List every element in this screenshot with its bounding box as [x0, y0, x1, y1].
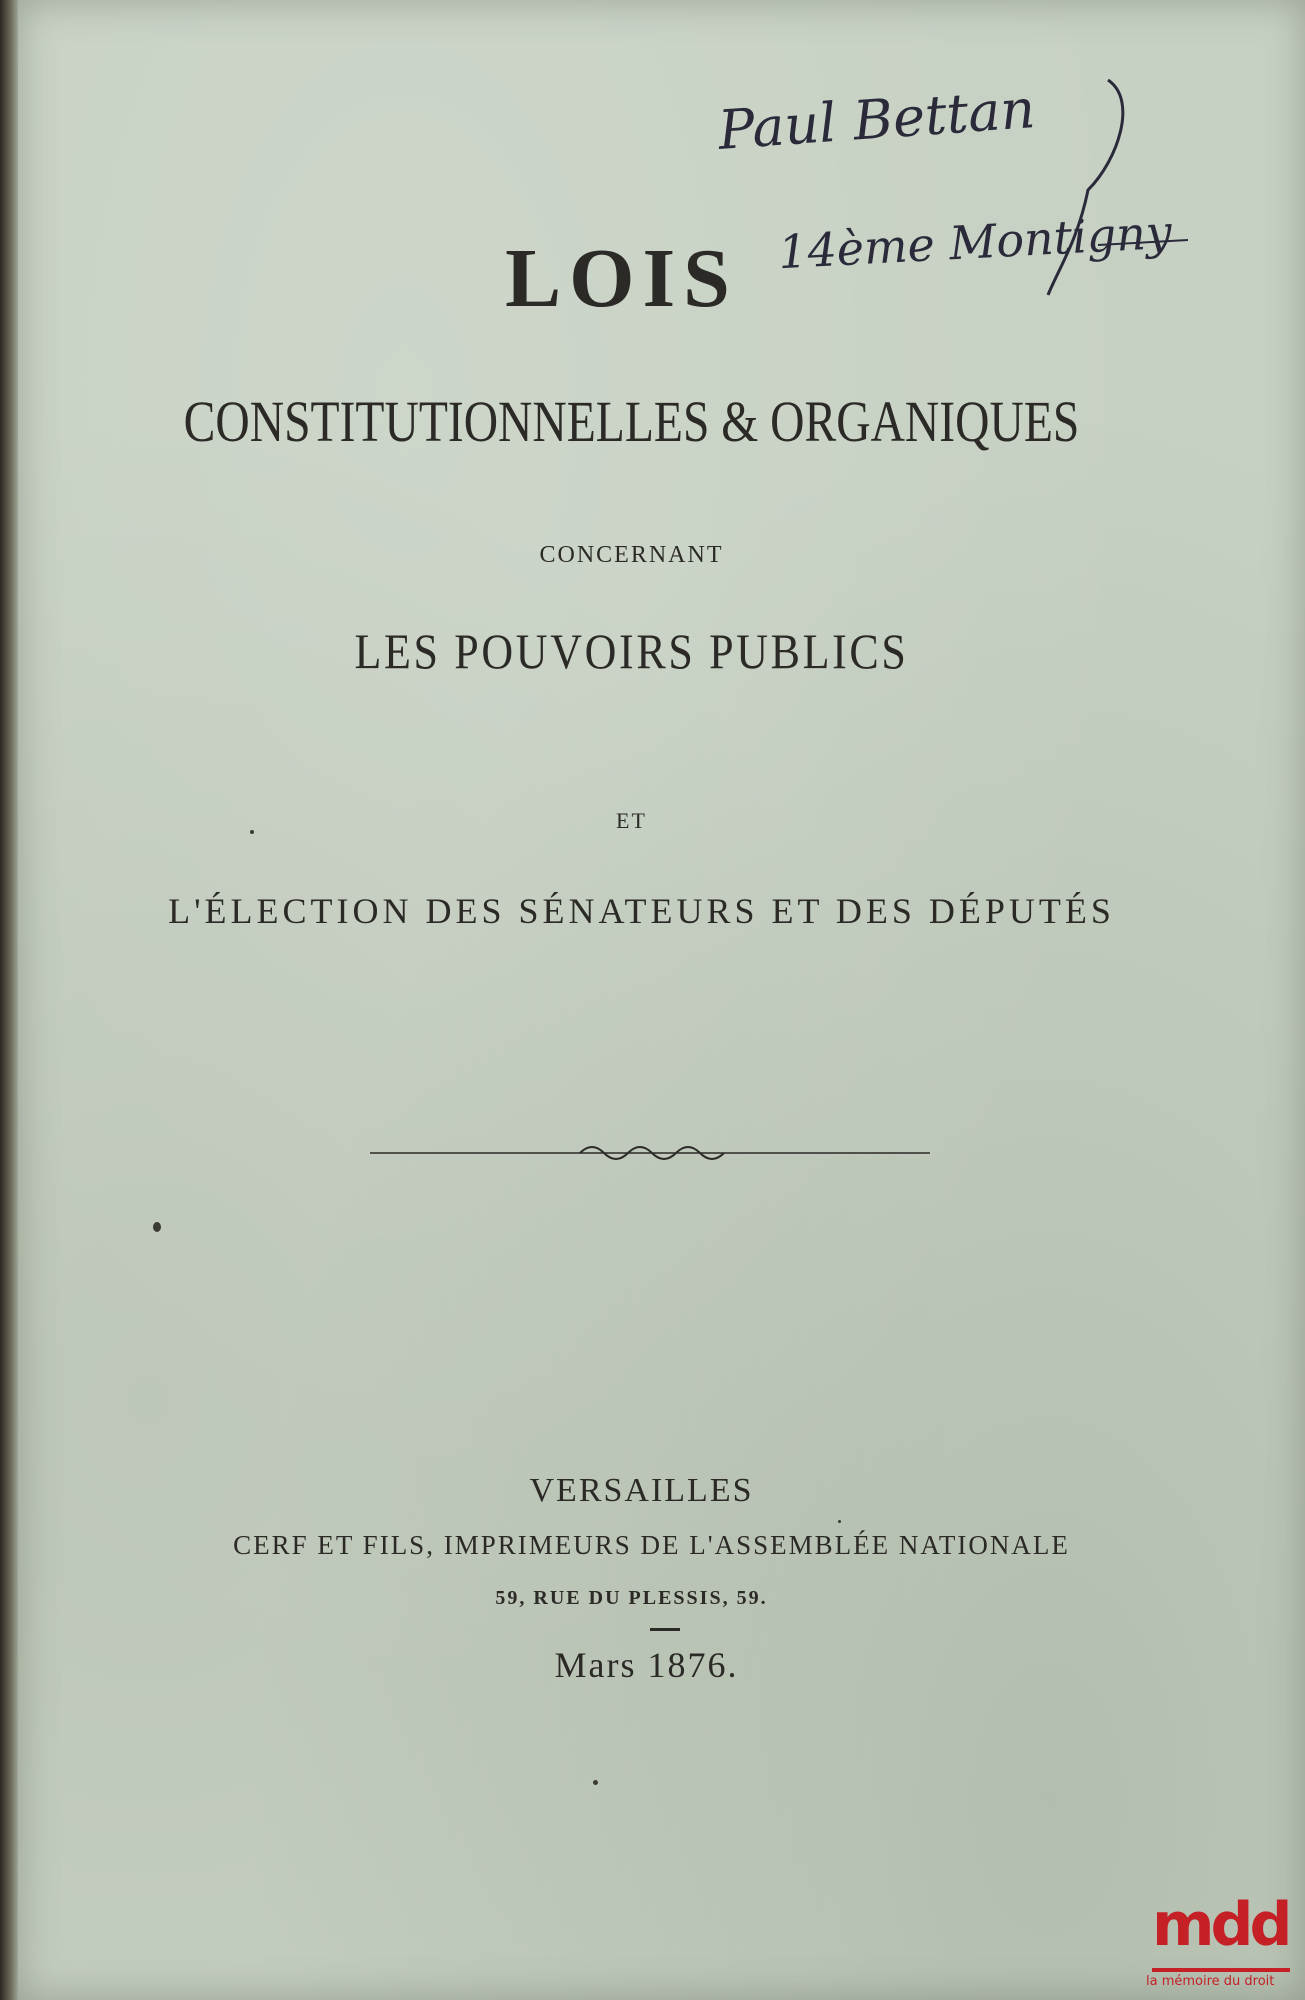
logo-mark: mdd — [1152, 1890, 1289, 1960]
publisher-printer: CERF ET FILS, IMPRIMEURS DE L'ASSEMBLÉE NATIONALE — [233, 1530, 1070, 1560]
paper-speck — [838, 1520, 841, 1523]
cover-topic: LES POUVOIRS PUBLICS — [354, 623, 909, 679]
paper-speck — [593, 1780, 598, 1785]
logo-underline — [1152, 1968, 1290, 1972]
paper-speck — [250, 830, 254, 834]
paper-speck — [153, 1222, 161, 1232]
book-cover — [18, 0, 1305, 2000]
publisher-city: VERSAILLES — [529, 1472, 754, 1509]
inscription-note: 14ème Montigny — [776, 204, 1174, 280]
cover-topic-2: L'ÉLECTION DES SÉNATEURS ET DES DÉPUTÉS — [168, 891, 1115, 931]
cover-subtitle: CONSTITUTIONNELLES & ORGANIQUES — [183, 389, 1080, 454]
publication-date: Mars 1876. — [554, 1645, 739, 1685]
ornamental-rule — [370, 1142, 930, 1164]
publisher-divider — [650, 1628, 680, 1631]
mdd-logo — [1138, 1890, 1298, 1995]
publisher-address: 59, RUE DU PLESSIS, 59. — [495, 1587, 768, 1609]
logo-caption: la mémoire du droit — [1146, 1974, 1275, 1989]
cover-connector: CONCERNANT — [539, 542, 724, 568]
cover-conjunction: ET — [616, 808, 647, 833]
inscription-name: Paul Bettan — [716, 77, 1038, 162]
cover-title: LOIS — [505, 232, 738, 325]
